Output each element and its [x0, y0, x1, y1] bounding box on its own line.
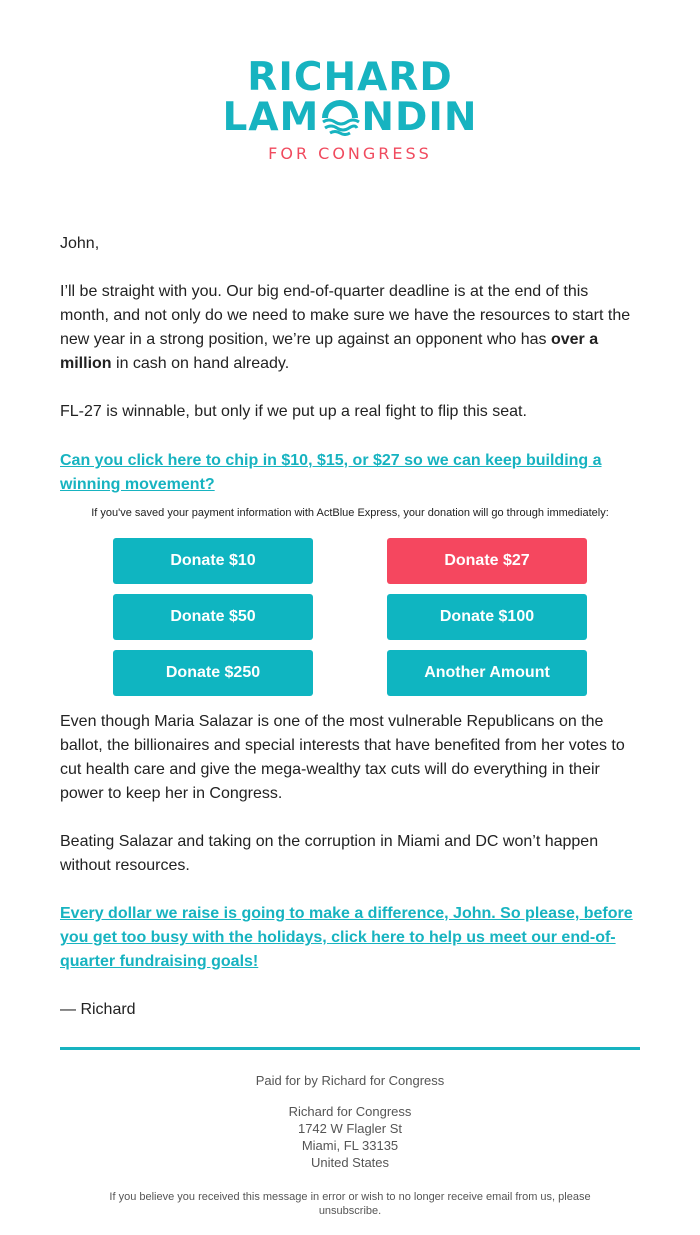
actblue-note: If you've saved your payment information with ActBlue Express, your donation will go through immediately: [91, 507, 609, 519]
paragraph-1-text [60, 280, 640, 376]
para1-end: in cash on hand already. [111, 355, 290, 372]
address-name: Richard for Congress [288, 1104, 412, 1119]
logo-last-name [0, 95, 700, 140]
donate-27-button[interactable]: Donate $27 [387, 538, 587, 584]
paragraph-3 [60, 710, 640, 806]
fundraising-goal-link[interactable]: Every dollar we raise is going to make a difference, John. So please, before you get too busy with the holidays, click here to help us meet our end-of-quarter fundraising goals! [60, 905, 633, 970]
logo-first-name: RICHARD [247, 55, 453, 100]
logo-subtitle: FOR CONGRESS [268, 144, 432, 163]
unsubscribe-notice[interactable]: If you believe you received this message in error or wish to no longer receive email from us, please unsubscribe. [109, 1191, 591, 1217]
address-country: United States [310, 1155, 390, 1170]
paragraph-4-text: Beating Salazar and taking on the corruption in Miami and DC won’t happen without resources. [60, 833, 599, 874]
greeting-text: John, [60, 235, 100, 252]
signoff [60, 998, 640, 1022]
address-city: Miami, FL 33135 [301, 1138, 399, 1153]
mailing-address [0, 1103, 700, 1171]
donate-250-button[interactable]: Donate $250 [113, 650, 313, 696]
chip-in-link[interactable]: Can you click here to chip in $10, $15, or $27 so we can keep building a winning movement? [60, 452, 602, 493]
campaign-logo [0, 55, 700, 163]
footer-divider [60, 1047, 640, 1050]
paragraph-1 [60, 280, 640, 376]
logo-last-name-right: NDIN [361, 95, 478, 140]
donate-50-button[interactable]: Donate $50 [113, 594, 313, 640]
para1-bold: over a million [60, 331, 599, 372]
donate-100-button[interactable]: Donate $100 [387, 594, 587, 640]
address-street: 1742 W Flagler St [297, 1121, 403, 1136]
paid-for-disclaimer: Paid for by Richard for Congress [255, 1073, 445, 1088]
wave-o-icon [320, 100, 360, 136]
paragraph-4 [60, 830, 640, 878]
cta-link-2-wrap [60, 902, 640, 974]
signoff-text: — Richard [60, 1001, 136, 1018]
cta-link-1-wrap [60, 449, 640, 497]
paragraph-2 [60, 400, 640, 424]
paragraph-3-text: Even though Maria Salazar is one of the most vulnerable Republicans on the ballot, the billionaires and special interests that have benefited from her votes to cut health care and give the mega-wealthy tax cuts will do everything in their power to keep her in Congress. [60, 713, 625, 802]
donate-10-button[interactable]: Donate $10 [113, 538, 313, 584]
para1-start: I’ll be straight with you. Our big end-of-quarter deadline is at the end of this month, and not only do we need to make sure we have the resources to start the new year in a strong position, we’re up against an opponent who has [60, 283, 631, 348]
greeting [60, 232, 640, 256]
another-amount-button[interactable]: Another Amount [387, 650, 587, 696]
paragraph-2-text: FL-27 is winnable, but only if we put up a real fight to flip this seat. [60, 403, 527, 420]
logo-last-name-left: LAM [222, 95, 320, 140]
